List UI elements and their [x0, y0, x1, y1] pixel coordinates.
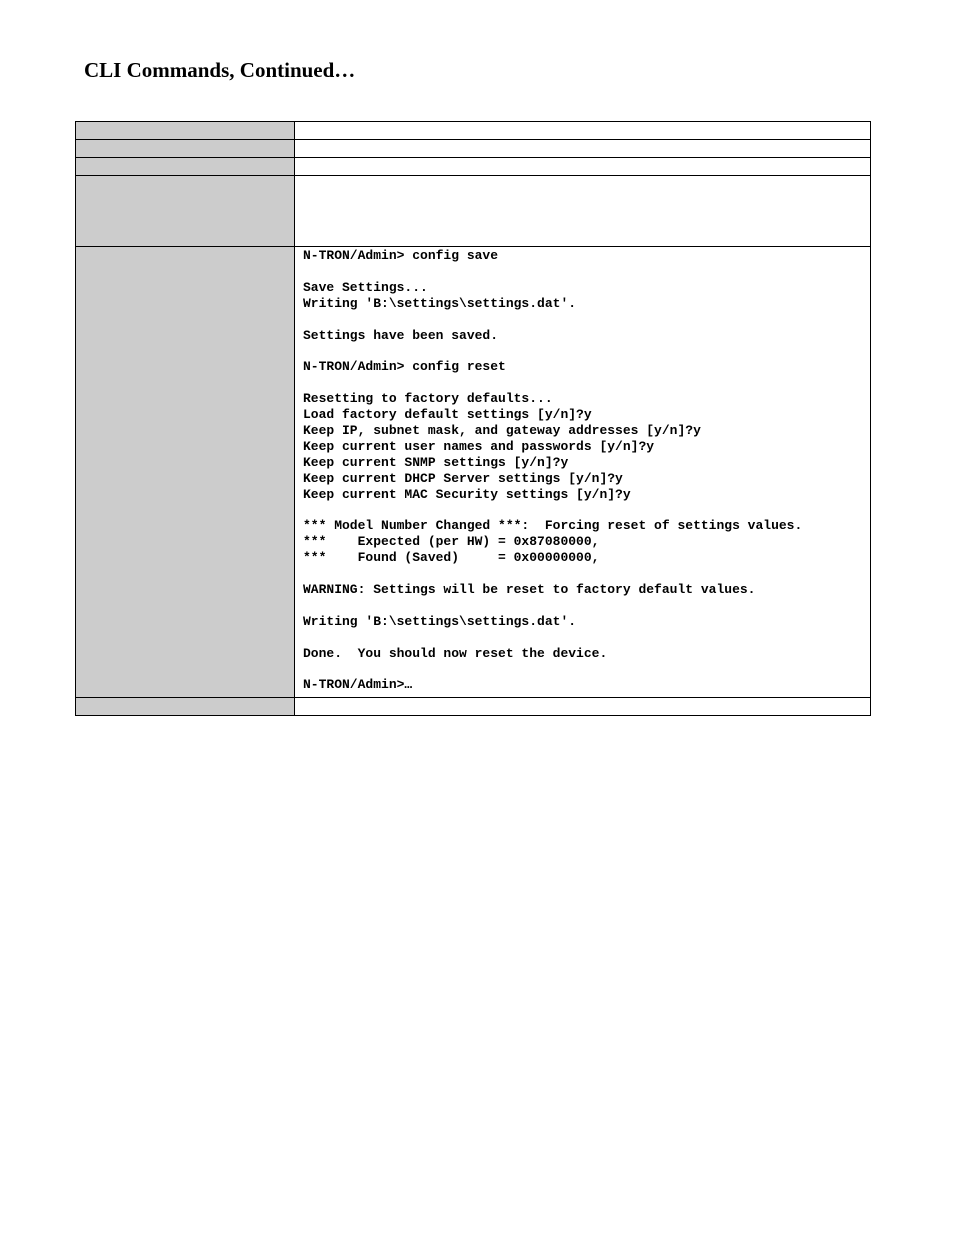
row-value [295, 698, 871, 716]
console-output: N-TRON/Admin> config save Save Settings... Writing 'B:\settings\settings.dat'. Settings have been saved. N-TRON/Admin> config reset Resetting to factory defaults... Load factory default settings [y/n]?y Keep IP, subnet mask, and gateway addresses [y/n]?y Keep current user names and passwords [y/n]?y Keep current SNMP settings [y/n]?y Keep current DHCP Server settings [y/n]?y Keep current MAC Security settings [y/n]?y *** Model Number Changed ***: Forcing reset of settings values. *** Expected (per HW) = 0x87080000, *** Found (Saved) = 0x00000000, WARNING: Settings will be reset to factory default values. Writing 'B:\settings\settings.dat'. Done. You should now reset the device. N-TRON/Admin>… [303, 248, 803, 693]
row-value [295, 122, 871, 140]
table-row [76, 122, 871, 140]
row-label [76, 158, 295, 176]
row-value [295, 176, 871, 247]
row-label [76, 122, 295, 140]
row-label [76, 140, 295, 158]
row-label [76, 247, 295, 698]
row-label [76, 698, 295, 716]
row-value [295, 158, 871, 176]
table-row [76, 158, 871, 176]
page-title: CLI Commands, Continued… [84, 58, 356, 82]
table-row-example [76, 247, 871, 698]
table-row [76, 698, 871, 716]
command-table [75, 121, 871, 716]
row-label [76, 176, 295, 247]
table-row [76, 176, 871, 247]
table-row [76, 140, 871, 158]
example-output-cell [295, 247, 871, 698]
row-value [295, 140, 871, 158]
